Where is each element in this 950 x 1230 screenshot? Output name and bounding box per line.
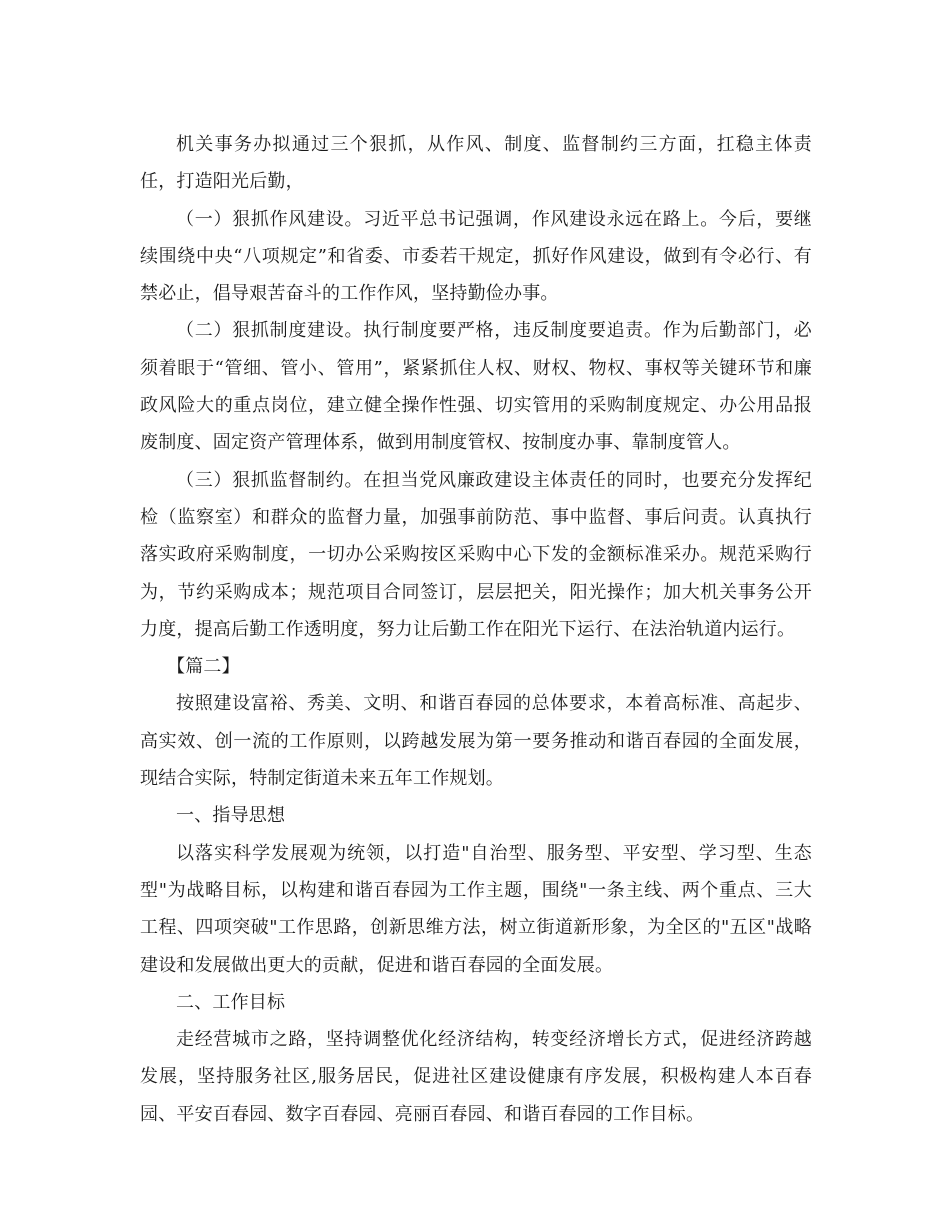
paragraph-section-2: （二）狠抓制度建设。执行制度要严格，违反制度要追责。作为后勤部门，必须着眼于“管细、管小、管用”，紧紧抓住人权、财权、物权、事权等关键环节和廉政风险大的重点岗位，建立健全操作性强、切实管用的采购制度规定、办公用品报废制度、固定资产管理体系，做到用制度管权、按制度办事、靠制度管人。 xyxy=(140,320,812,454)
paragraph-guiding-ideology: 以落实科学发展观为统领，以打造"自治型、服务型、平安型、学习型、生态型"为战略目标，以构建和谐百春园为工作主题，围绕"一条主线、两个重点、三大工程、四项突破"工作思路，创新思维方法，树立街道新形象，为全区的"五区"战略建设和发展做出更大的贡献，促进和谐百春园的全面发展。 xyxy=(140,842,812,976)
paragraph-section-1: （一）狠抓作风建设。习近平总书记强调，作风建设永远在路上。今后，要继续围绕中央“八项规定”和省委、市委若干规定，抓好作风建设，做到有令必行、有禁必止，倡导艰苦奋斗的工作作风，坚持勤俭办事。 xyxy=(140,208,812,305)
paragraph-part-two-intro: 按照建设富裕、秀美、文明、和谐百春园的总体要求，本着高标准、高起步、高实效、创一流的工作原则，以跨越发展为第一要务推动和谐百春园的全面发展，现结合实际，特制定街道未来五年工作规划。 xyxy=(140,693,812,790)
paragraph-intro: 机关事务办拟通过三个狠抓，从作风、制度、监督制约三方面，扛稳主体责任，打造阳光后勤， xyxy=(140,134,812,193)
paragraph-section-3: （三）狠抓监督制约。在担当党风廉政建设主体责任的同时，也要充分发挥纪检（监察室）和群众的监督力量，加强事前防范、事中监督、事后问责。认真执行落实政府采购制度，一切办公采购按区采购中心下发的金额标准采办。规范采购行为，节约采购成本；规范项目合同签订，层层把关，阳光操作；加大机关事务公开力度，提高后勤工作透明度，努力让后勤工作在阳光下运行、在法治轨道内运行。 xyxy=(140,469,812,640)
document-body xyxy=(140,126,812,1133)
heading-guiding-ideology: 一、指导思想 xyxy=(176,805,286,827)
paragraph-work-goals: 走经营城市之路，坚持调整优化经济结构，转变经济增长方式，促进经济跨越发展，坚持服务社区,服务居民，促进社区建设健康有序发展，积极构建人本百春园、平安百春园、数字百春园、亮丽百春园、和谐百春园的工作目标。 xyxy=(140,1029,812,1125)
heading-part-two: 【篇二】 xyxy=(167,656,240,678)
heading-work-goals: 二、工作目标 xyxy=(176,991,286,1013)
